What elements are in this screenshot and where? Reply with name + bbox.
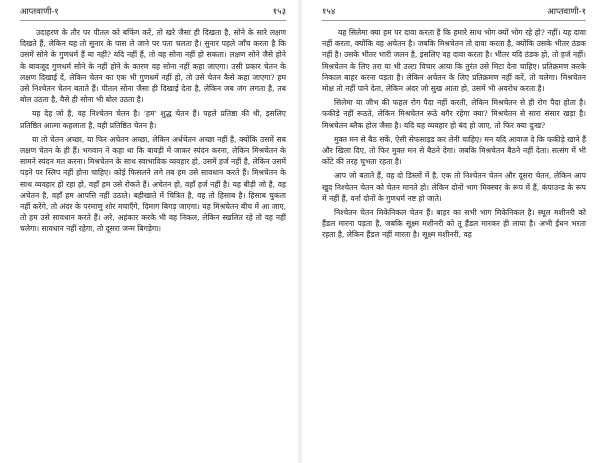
page-number: १५३	[272, 6, 286, 17]
paragraph: या तो चेतन अच्छा, या फिर अचेतन अच्छा, लेकिन अर्धचेतन अच्छा नहीं है, क्योंकि उसमें सब लक्षण चेतन के ही हैं। भगवान ने कहा था कि बावड़ी में जाकर स्पंदन करना, लेकिन मिश्रचेतन के सामने स्पंदन मत करना। मिश्रचेतन के साथ स्वाभाविक व्यवहार हो, उसमें हर्ज नहीं है, लेकिन उसमें पड़ने पर स्लिप नहीं होना चाहिए। कोई फिसलने लगे तब हम उसे सावधान करते हैं। मिश्रचेतन के साथ व्यवहार हो रहा हो, वहाँ हम उसे रोकते हैं। अचेतन हो, वहाँ हर्ज नहीं है। यह बीड़ी जो है, वह अचेतन है, वहाँ हम आपत्ति नहीं उठाते। बहीखाते में चित्रित है, वह तो हिसाब है। हिसाब चुकता नहीं करेंगे, तो अंदर के परमाणु शोर मचाएँगे, दिमाग बिगड़ जाएगा। यह मिश्रचेतन बीच में आ जाए, तो हम उसे सावधान करते हैं। अरे, अहंकार करके भी वह निकल, लेकिन स्खलित रहे तो वह नहीं चलेगा। सावधान नहीं रहेगा, तो दूसरा जन्म बिगड़ेगा।	[20, 134, 286, 234]
paragraph: उदाहरण के तौर पर पीतल को बफिंग करें, तो खरे जैसा ही दिखता है, सोने के सारे लक्षण दिखते हैं, लेकिन यह तो सुनार के पास ले जाने पर पता चलता है। सुनार पहले जाँच करता है कि उसमें सोने के गुणधर्म हैं या नहीं? यदि नहीं हैं, तो वह सोना नहीं हो सकता। लक्षण सोने जैसे होने के बावजूद गुणधर्म सोने के नहीं होने के कारण वह सोना नहीं कहा जाएगा। उसी प्रकार चेतन के लक्षण दिखाई दें, लेकिन चेतन का एक भी गुणधर्म नहीं हो, तो उसे चेतन कैसे कहा जाएगा? हम उसे निश्चेतन चेतन बताते हैं। पीतल सोना जैसा ही दिखाई देता है, लेकिन जब जंग लगता है, तब बोल उठता है, वैसे ही सोना भी बोल उठता है।	[20, 28, 286, 105]
left-page	[0, 0, 296, 463]
book-gutter	[298, 0, 302, 463]
running-head: आप्तवाणी-१	[547, 6, 586, 17]
right-page-header	[322, 2, 586, 21]
left-page-header	[20, 2, 286, 21]
running-head: आप्तवाणी-१	[20, 6, 59, 17]
paragraph: निश्चेतन चेतन मिकेनिकल चेतन हैं। बाहर का सभी भाग मिकेनिकल है। स्थूल मशीनरी को हैंडल मारना पड़ता है, जबकि सूक्ष्म मशीनरी को तू हैंडल मारकर ही लाया है। अभी ईंधन भरता रहता है, लेकिन हैंडल नहीं मारता है। सूक्ष्म मशीनरी, वह	[322, 208, 586, 240]
left-page-body	[20, 27, 286, 235]
paragraph: यह सिलेमा क्या हम पर दावा करता है कि हमारे साथ भोग क्यों भोग रहे हो? नहीं। यह दावा नहीं करता, क्योंकि वह अचेतन है। जबकि मिश्रचेतन तो दावा करता है, क्योंकि उसके भीतर ठंडक नहीं है। उसके भीतर भारी जलन है, इसलिए वह दावा करता है। भीतर यदि ठंडक हो, तो हर्ज नहीं। मिश्रचेतन के लिए तरा या भी उल्टा विचार आया कि तुरंत उसे मिटा देना चाहिए। प्रतिक्रमण करके निकाल बाहर करना पड़ता है। लेकिन अचेतन के लिए प्रतिक्रमण नहीं करें, तो चलेगा। मिश्रचेतन मोक्ष तो नहीं पाने देता, लेकिन अंदर जो सुख आता हो, उसमें भी अवरोध करता है।	[322, 28, 586, 94]
paragraph: सिलेमा या जीभ की फहल रोग पैदा नहीं करती, लेकिन मिश्रचेतन से ही रोग पैदा होता है। फकीड़े नहीं रूठते, लेकिन मिश्रचेतन रूठे बगैर रहेगा क्या? मिश्रचेतन से सारा संसार खड़ा है। मिश्रचेतन ब्लैक होल जैसा है। यदि यह व्यवहार हो बंद हो जाए, तो फिर क्या दुःख?	[322, 98, 586, 130]
paragraph: यह देह जो है, वह निश्चेतन चेतन है। 'हम' शुद्ध चेतन हैं। पहले प्रतिष्ठा की थी, इसलिए प्रतिष्ठित आत्मा कहलाता है, वही प्रतिष्ठित चेतन है।	[20, 109, 286, 130]
right-page-body	[322, 27, 586, 241]
paragraph: आप जो बताते हैं, वह दो डिस्लों में है, एक तो निश्चेतन चेतन और दूसरा चेतन, लेकिन आप खुद निश्चेतन चेतन को चेतन मानते हो। लेकिन दोनों भाग मिक्स्चर के रूप में हैं, कंपाउन्ड के रूप में नहीं हैं, वर्ना दोनों के गुणधर्म नष्ट हो जाते।	[322, 171, 586, 203]
right-page	[304, 0, 600, 463]
page-number: १५४	[322, 6, 336, 17]
paragraph: मुक्त मन से बैठ सकें, ऐसी सेफसाइड कर लेनी चाहिए। मन यदि आवाज दे कि फकीड़े खाने हैं और खिला दिए, तो फिर मुक्त मन से बैठने देगा। जबकि मिश्रचेतन बैठने नहीं देता। सत्संग में भी कोंटे की तरह चुभता रहता है।	[322, 134, 587, 167]
